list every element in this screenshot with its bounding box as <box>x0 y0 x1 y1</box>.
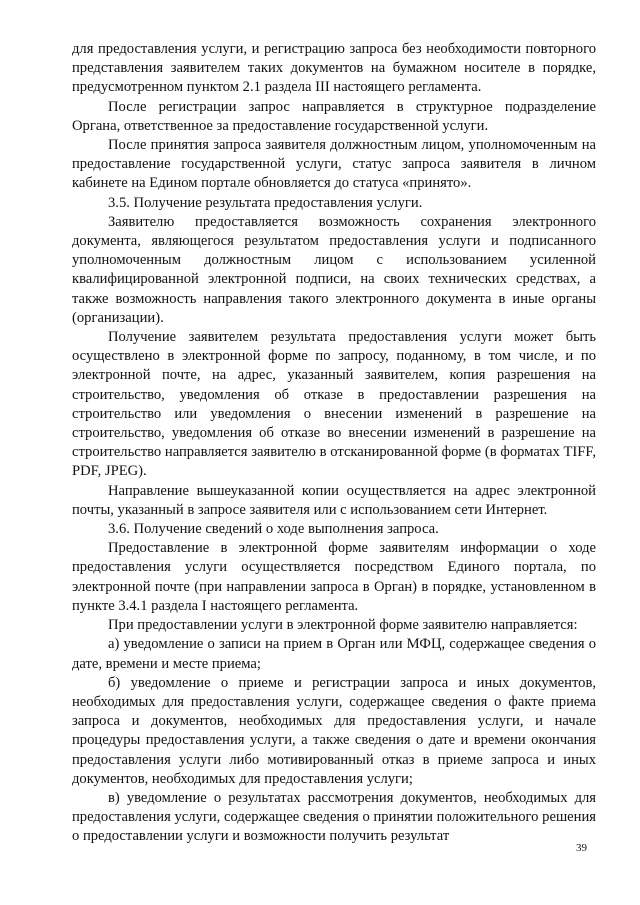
paragraph-receive-result: Получение заявителем результата предоставления услуги может быть осуществлено в электронной форме по запросу, поданному, в том числе, и по электронной почте, на адрес, указанный заявителем, копия разрешения на строительство, уведомления об отказе в предоставлении разрешения на строительство или уведомления о внесении изменений в разрешение на строительство, уведомления об отказе во внесении изменений в разрешение на строительство направляется заявителю в отсканированной форме (в форматах TIFF, PDF, JPEG). <box>72 329 596 480</box>
list-item-c: в) уведомление о результатах рассмотрения документов, необходимых для предоставления услуги, содержащее сведения о принятии положительного решения о предоставлении услуги и возможности получить результат <box>72 789 596 845</box>
page-number: 39 <box>576 842 587 854</box>
paragraph-status-update: После принятия запроса заявителя должностным лицом, уполномоченным на предоставление государственной услуги, статус запроса заявителя в личном кабинете на Едином портале обновляется до статуса «принято». <box>72 137 596 192</box>
list-item-b: б) уведомление о приеме и регистрации запроса и иных документов, необходимых для предоставления услуги, содержащее сведения о факте приема запроса и документов, необходимых для предоставления услуги, и начале процедуры предоставления услуги, а также сведения о дате и времени окончания предоставления услуги либо мотивированный отказ в приеме запроса и иных документов, необходимых для предоставления услуги; <box>72 674 596 787</box>
paragraph-continuation: для предоставления услуги, и регистрацию запроса без необходимости повторного представления заявителем таких документов на бумажном носителе в порядке, предусмотренном пунктом 2.1 раздела III настоящего регламента. <box>72 41 596 96</box>
section-heading-3-6: 3.6. Получение сведений о ходе выполнения запроса. <box>108 521 439 538</box>
document-body <box>72 40 596 847</box>
paragraph-registration: После регистрации запрос направляется в структурное подразделение Органа, ответственное за предоставление государственной услуги. <box>72 98 596 134</box>
paragraph-notifications-intro: При предоставлении услуги в электронной форме заявителю направляется: <box>108 617 578 634</box>
list-item-a: а) уведомление о записи на прием в Орган или МФЦ, содержащее сведения о дате, времени и месте приема; <box>72 636 596 672</box>
paragraph-save-document: Заявителю предоставляется возможность сохранения электронного документа, являющегося результатом предоставления услуги и подписанного уполномоченным должностным лицом с использованием усиленной квалифицированной электронной подписи, на своих технических средствах, а также возможность направления такого электронного документа в иные органы (организации). <box>72 213 596 326</box>
section-heading-3-5: 3.5. Получение результата предоставления услуги. <box>108 194 423 211</box>
paragraph-progress-info: Предоставление в электронной форме заявителям информации о ходе предоставления услуги осуществляется посредством Единого портала, по электронной почте (при направлении запроса в Орган) в порядке, установленном в пункте 3.4.1 раздела I настоящего регламента. <box>72 540 596 614</box>
paragraph-copy-delivery: Направление вышеуказанной копии осуществляется на адрес электронной почты, указанный в запросе заявителя или с использованием сети Интернет. <box>72 482 596 518</box>
